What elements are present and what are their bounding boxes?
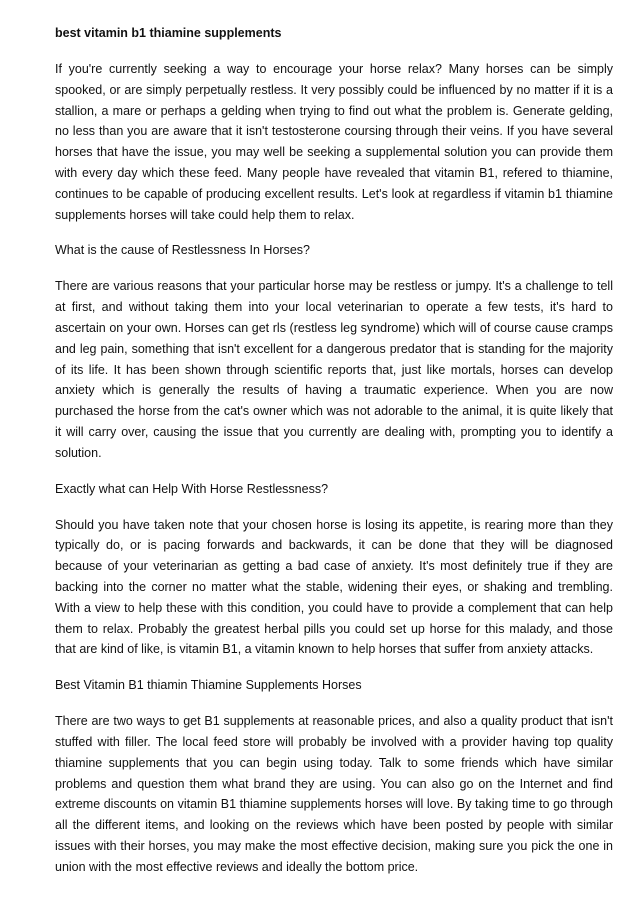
document-title: best vitamin b1 thiamine supplements xyxy=(55,26,282,40)
help-paragraph: Should you have taken note that your chosen horse is losing its appetite, is rearing more than they typically do, or is pacing forwards and backwards, it can be done that they will be diagnosed because of your veterinarian as getting a bad case of anxiety. It's most definitely true if they are backing into the corner no matter what the stable, widening their eyes, or shaking and trembling. With a view to help these with this condition, you could have to provide a complement that can help them to relax. Probably the greatest herbal pills you could set up horse for this malady, and those that are kind of like, is vitamin B1, a vitamin known to help horses that suffer from anxiety attacks. xyxy=(55,517,613,657)
section-heading-help: Exactly what can Help With Horse Restlessness? xyxy=(55,481,329,496)
section-heading-best-supplements: Best Vitamin B1 thiamin Thiamine Supplements Horses xyxy=(55,678,362,693)
best-supplements-paragraph: There are two ways to get B1 supplements at reasonable prices, and also a quality product that isn't stuffed with filler. The local feed store will probably be involved with a provider having top quality thiamine supplements that you can begin using today. Talk to some friends which have similar problems and question them what brand they are using. You can also go on the Internet and find extreme discounts on vitamin B1 thiamine supplements horses will love. By taking time to go through all the different items, and looking on the reviews which have been posted by people with similar issues with their horses, you may make the most effective decision, making sure you pick the one in union with the most effective reviews and ideally the bottom price. xyxy=(55,714,613,874)
section-heading-restlessness-cause: What is the cause of Restlessness In Horses? xyxy=(55,243,310,258)
intro-paragraph: If you're currently seeking a way to encourage your horse relax? Many horses can be simply spooked, or are simply perpetually restless. It very possibly could be influenced by no matter if it is a stallion, a mare or perhaps a gelding when trying to find out what the problem is. Generate gelding, no less than you are aware that it isn't testosterone coursing through their veins. If you have several horses that have the issue, you may well be seeking a supplemental solution you can provide them with every day which these feed. Many people have revealed that vitamin B1, refered to thiamine, continues to be capable of producing excellent results. Let's look at regardless if vitamin b1 thiamine supplements horses will take could help them to relax. xyxy=(55,62,613,222)
document-page xyxy=(55,24,613,894)
restlessness-cause-paragraph: There are various reasons that your particular horse may be restless or jumpy. It's a challenge to tell at first, and without taking them into your local veterinarian to operate a few tests, it's hard to ascertain on your own. Horses can get rls (restless leg syndrome) which will of course cause cramps and leg pain, something that isn't excellent for a dangerous predator that is standing for the majority of its life. It has been shown through scientific reports that, just like mortals, horses can develop anxiety which is generally the results of having a traumatic experience. When you are now purchased the horse from the cat's owner which was not adorable to the animal, it is quite likely that it will carry over, causing the issue that you currently are dealing with, prompting you to identify a solution. xyxy=(55,279,613,460)
